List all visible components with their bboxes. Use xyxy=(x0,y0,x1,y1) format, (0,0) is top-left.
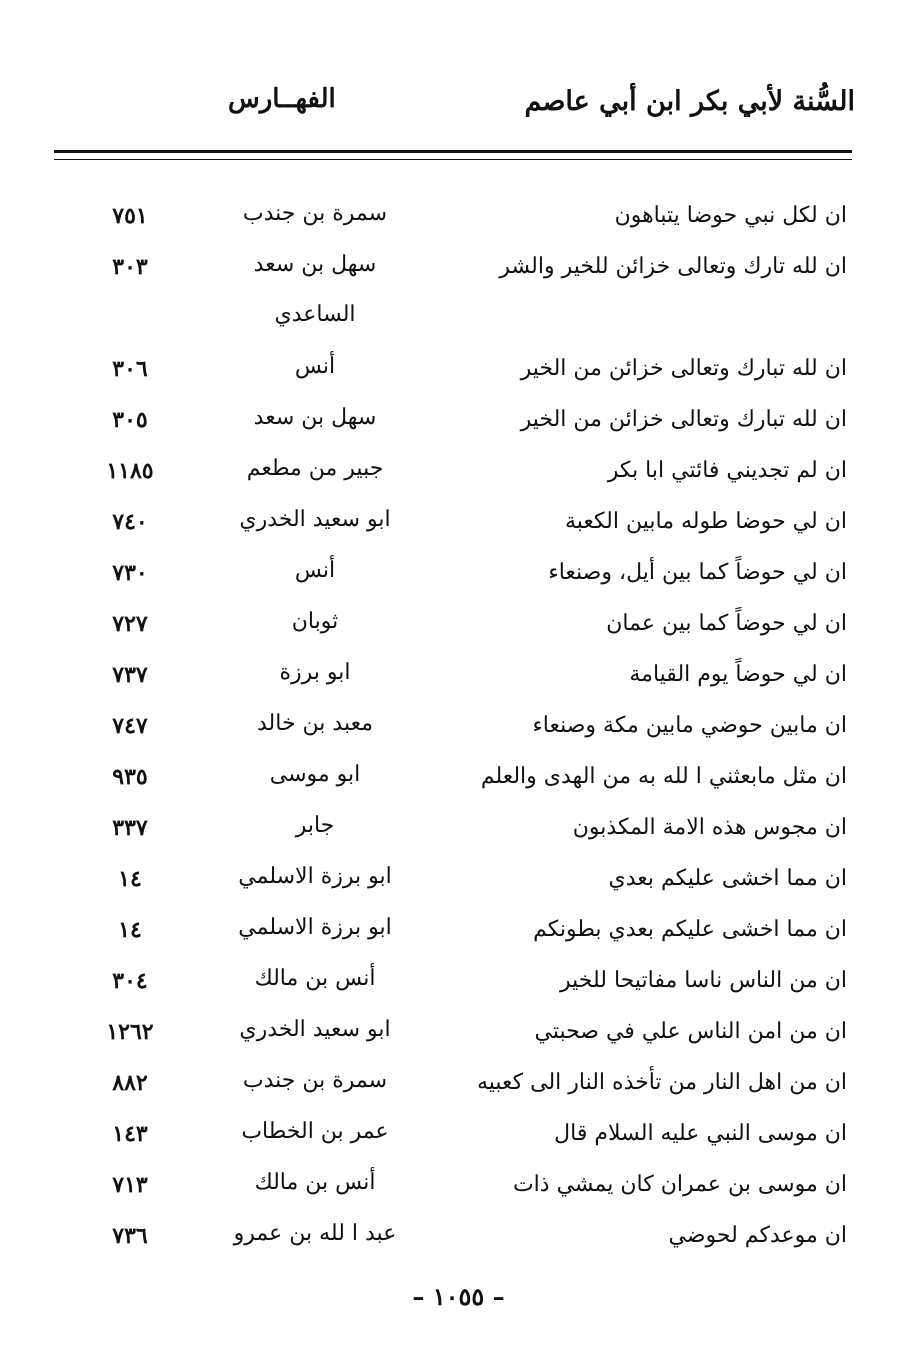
narrator-name: ابو برزة الاسلمي xyxy=(238,915,392,940)
index-row xyxy=(0,705,917,756)
narrator-name: معبد بن خالد xyxy=(257,711,373,736)
hadith-number: ٧٣٠ xyxy=(112,560,148,586)
index-row xyxy=(0,1164,917,1215)
hadith-text: ان لله تبارك وتعالى خزائن من الخير xyxy=(520,356,847,381)
hadith-text: ان لم تجديني فائتي ابا بكر xyxy=(607,458,847,483)
narrator-name: ابو برزة الاسلمي xyxy=(238,864,392,889)
hadith-number: ٩٣٥ xyxy=(112,764,148,790)
index-row xyxy=(0,450,917,501)
hadith-text: ان لي حوضا طوله مابين الكعبة xyxy=(564,509,847,534)
section-title: الفهــارس xyxy=(228,84,336,114)
hadith-number: ٧٤٧ xyxy=(112,713,148,739)
page-header xyxy=(0,78,917,128)
index-row xyxy=(0,246,917,348)
hadith-text: ان لله تارك وتعالى خزائن للخير والشر xyxy=(499,254,847,279)
hadith-number: ١١٨٥ xyxy=(106,458,154,484)
hadith-number: ٣٠٥ xyxy=(112,407,148,433)
index-row xyxy=(0,399,917,450)
narrator-name: أنس xyxy=(294,354,336,379)
index-list xyxy=(0,195,917,1266)
narrator-name: أنس بن مالك xyxy=(254,966,376,991)
book-title: السُّنة لأبي بكر ابن أبي عاصم xyxy=(524,86,855,117)
hadith-number: ٨٨٢ xyxy=(112,1070,148,1096)
narrator-name: ثوبان xyxy=(291,609,339,634)
hadith-number: ٧٥١ xyxy=(112,203,148,229)
narrator-name: ابو برزة xyxy=(279,660,351,685)
hadith-text: ان من الناس ناسا مفاتيحا للخير xyxy=(560,968,847,993)
narrator-name: أنس xyxy=(294,558,336,583)
hadith-text: ان موسى النبي عليه السلام قال xyxy=(554,1121,847,1146)
hadith-text: ان مثل مابعثني ا لله به من الهدى والعلم xyxy=(480,764,847,789)
index-row xyxy=(0,858,917,909)
index-row xyxy=(0,807,917,858)
index-row xyxy=(0,960,917,1011)
hadith-number: ٣٠٤ xyxy=(112,968,148,994)
index-row xyxy=(0,1062,917,1113)
narrator-name: عمر بن الخطاب xyxy=(241,1119,389,1144)
hadith-text: ان مابين حوضي مابين مكة وصنعاء xyxy=(532,713,847,738)
hadith-text: ان من اهل النار من تأخذه النار الى كعبيه xyxy=(476,1070,847,1095)
index-row xyxy=(0,1113,917,1164)
index-row xyxy=(0,552,917,603)
narrator-name: ابو سعيد الخدري xyxy=(239,1017,391,1042)
hadith-text: ان لله تبارك وتعالى خزائن من الخير xyxy=(520,407,847,432)
hadith-text: ان موسى بن عمران كان يمشي ذات xyxy=(512,1172,847,1197)
hadith-number: ٣٠٣ xyxy=(112,254,148,280)
index-row xyxy=(0,501,917,552)
hadith-text: ان من امن الناس علي في صحبتي xyxy=(534,1019,847,1044)
hadith-text: ان لكل نبي حوضا يتباهون xyxy=(614,203,847,228)
narrator-name: ابو موسى xyxy=(269,762,361,787)
narrator-name: سمرة بن جندب xyxy=(242,201,388,226)
hadith-text: ان لي حوضاً كما بين عمان xyxy=(606,611,847,636)
hadith-text: ان مما اخشى عليكم بعدي xyxy=(608,866,847,891)
hadith-number: ٧٣٦ xyxy=(112,1223,148,1249)
index-row xyxy=(0,603,917,654)
hadith-number: ٣٣٧ xyxy=(112,815,148,841)
narrator-name: سمرة بن جندب xyxy=(242,1068,388,1093)
index-row xyxy=(0,195,917,246)
header-rule-thin xyxy=(54,159,852,160)
index-row xyxy=(0,1011,917,1062)
narrator-name: أنس بن مالك xyxy=(254,1170,376,1195)
hadith-number: ٧٢٧ xyxy=(112,611,148,637)
hadith-number: ١٢٦٢ xyxy=(106,1019,154,1045)
hadith-number: ٧١٣ xyxy=(112,1172,148,1198)
hadith-text: ان مما اخشى عليكم بعدي بطونكم xyxy=(533,917,847,942)
hadith-text: ان لي حوضاً كما بين أيل، وصنعاء xyxy=(548,560,847,585)
narrator-name: عبد ا لله بن عمرو xyxy=(233,1221,397,1246)
page-number: – ١٠٥٥ – xyxy=(412,1282,505,1311)
hadith-number: ١٤٣ xyxy=(112,1121,148,1147)
hadith-text: ان مجوس هذه الامة المكذبون xyxy=(572,815,847,840)
hadith-number: ٧٤٠ xyxy=(112,509,148,535)
hadith-text: ان موعدكم لحوضي xyxy=(668,1223,847,1248)
narrator-name: جبير من مطعم xyxy=(246,456,384,481)
narrator-name: جابر xyxy=(295,813,335,838)
hadith-number: ١٤ xyxy=(118,866,142,892)
hadith-number: ٧٣٧ xyxy=(112,662,148,688)
hadith-number: ٣٠٦ xyxy=(112,356,148,382)
index-row xyxy=(0,909,917,960)
hadith-text: ان لي حوضاً يوم القيامة xyxy=(629,662,847,687)
index-row xyxy=(0,654,917,705)
narrator-name: سهل بن سعد الساعدي xyxy=(253,252,377,327)
index-row xyxy=(0,348,917,399)
narrator-name: ابو سعيد الخدري xyxy=(239,507,391,532)
index-row xyxy=(0,1215,917,1266)
header-rule-thick xyxy=(54,150,852,153)
index-row xyxy=(0,756,917,807)
hadith-number: ١٤ xyxy=(118,917,142,943)
narrator-name: سهل بن سعد xyxy=(253,405,377,430)
